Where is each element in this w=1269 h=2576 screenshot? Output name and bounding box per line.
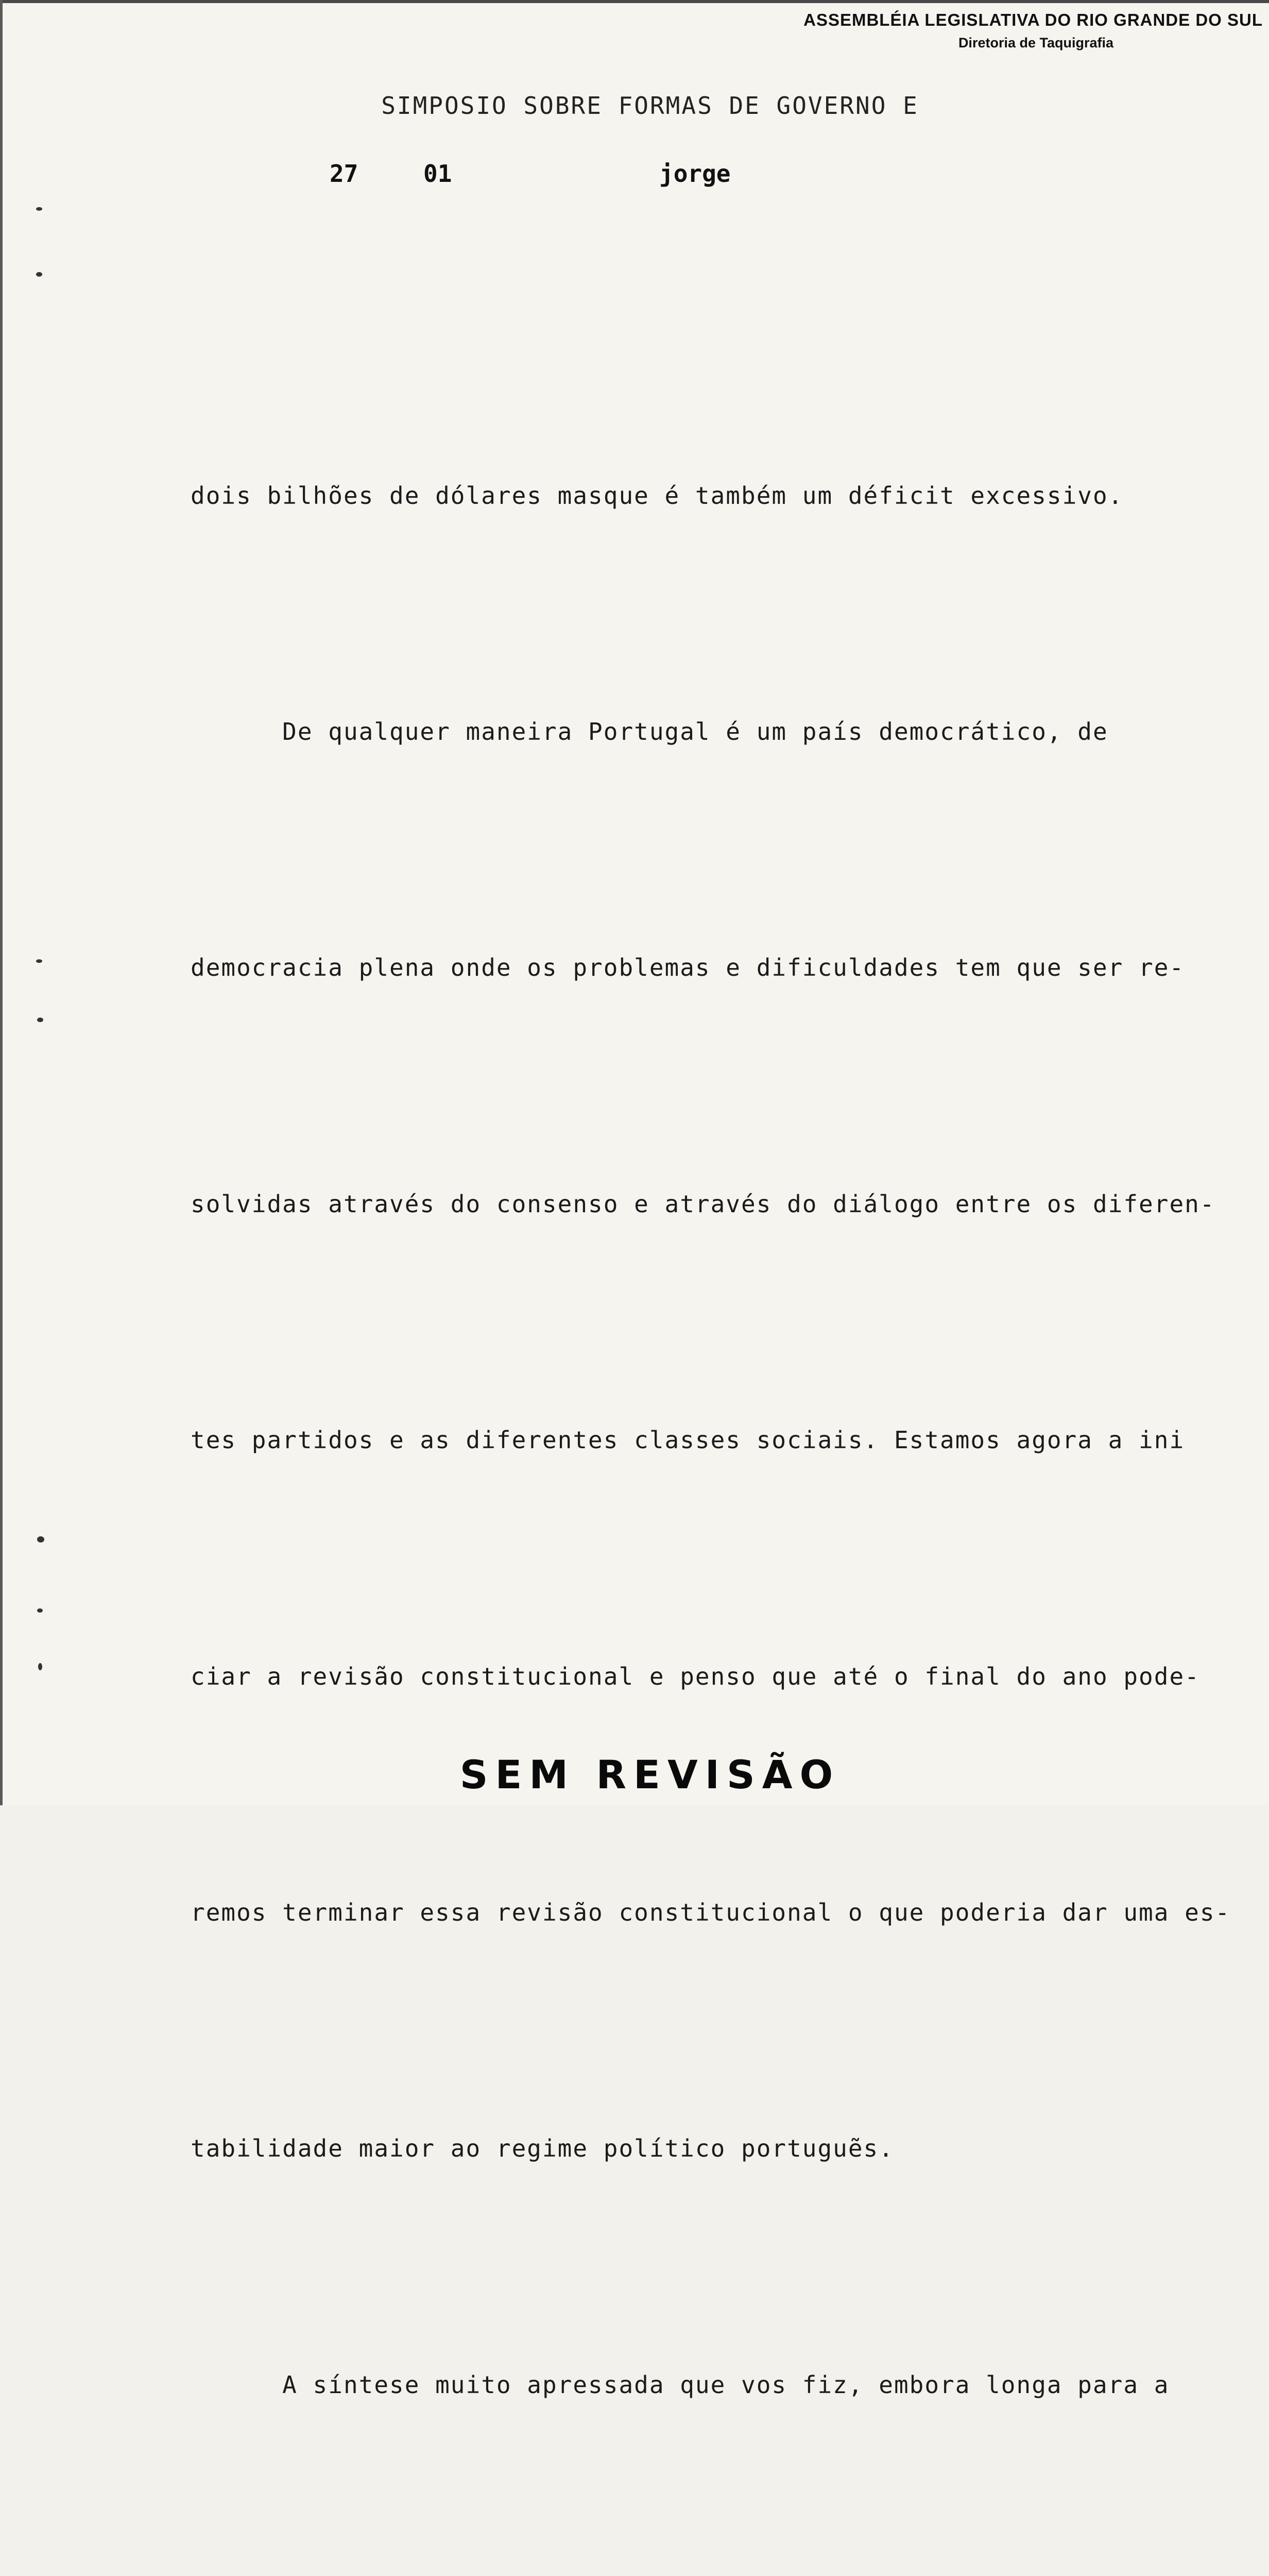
text-line: tabilidade maior ao regime político portuguẽs. [191,2134,894,2163]
institution-name: ASSEMBLÉIA LEGISLATIVA DO RIO GRANDE DO SUL [803,10,1263,29]
letterhead [803,10,1263,51]
left-border [0,0,3,1805]
text-line: remos terminar essa revisão constitucional o que poderia dar uma es- [191,1898,1231,1926]
scan-speck [36,272,42,277]
text-line: ciar a revisão constitucional e penso que até o final do ano pode- [191,1662,1200,1690]
scan-speck [38,1663,42,1670]
transcript-body [191,299,1241,2576]
scan-speck [37,1536,44,1543]
text-line: democracia plena onde os problemas e dificuldades tem que ser re- [191,954,1185,982]
scan-speck [37,1608,43,1613]
text-line: dois bilhões de dólares masque é também um déficit excessivo. [191,481,1124,510]
sequence-number: 27 [330,160,358,188]
scan-speck [37,1018,43,1022]
department-name: Diretoria de Taquigrafia [958,35,1113,50]
text-line: De qualquer maneira Portugal é um país democrático, de [191,717,1108,745]
status-stamp: SEM REVISÃO [459,1752,841,1798]
scan-speck [36,207,42,211]
page-number: 01 [423,160,452,188]
top-border [0,0,1269,3]
document-title: SIMPOSIO SOBRE FORMAS DE GOVERNO E [381,92,919,120]
stenographer-name: jorge [659,160,731,188]
text-line: tes partidos e as diferentes classes sociais. Estamos agora a ini [191,1426,1185,1454]
text-line: solvidas através do consenso e através do diálogo entre os diferen- [191,1190,1215,1218]
text-line: A síntese muito apressada que vos fiz, embora longa para a [191,2370,1170,2399]
scan-speck [36,959,42,963]
